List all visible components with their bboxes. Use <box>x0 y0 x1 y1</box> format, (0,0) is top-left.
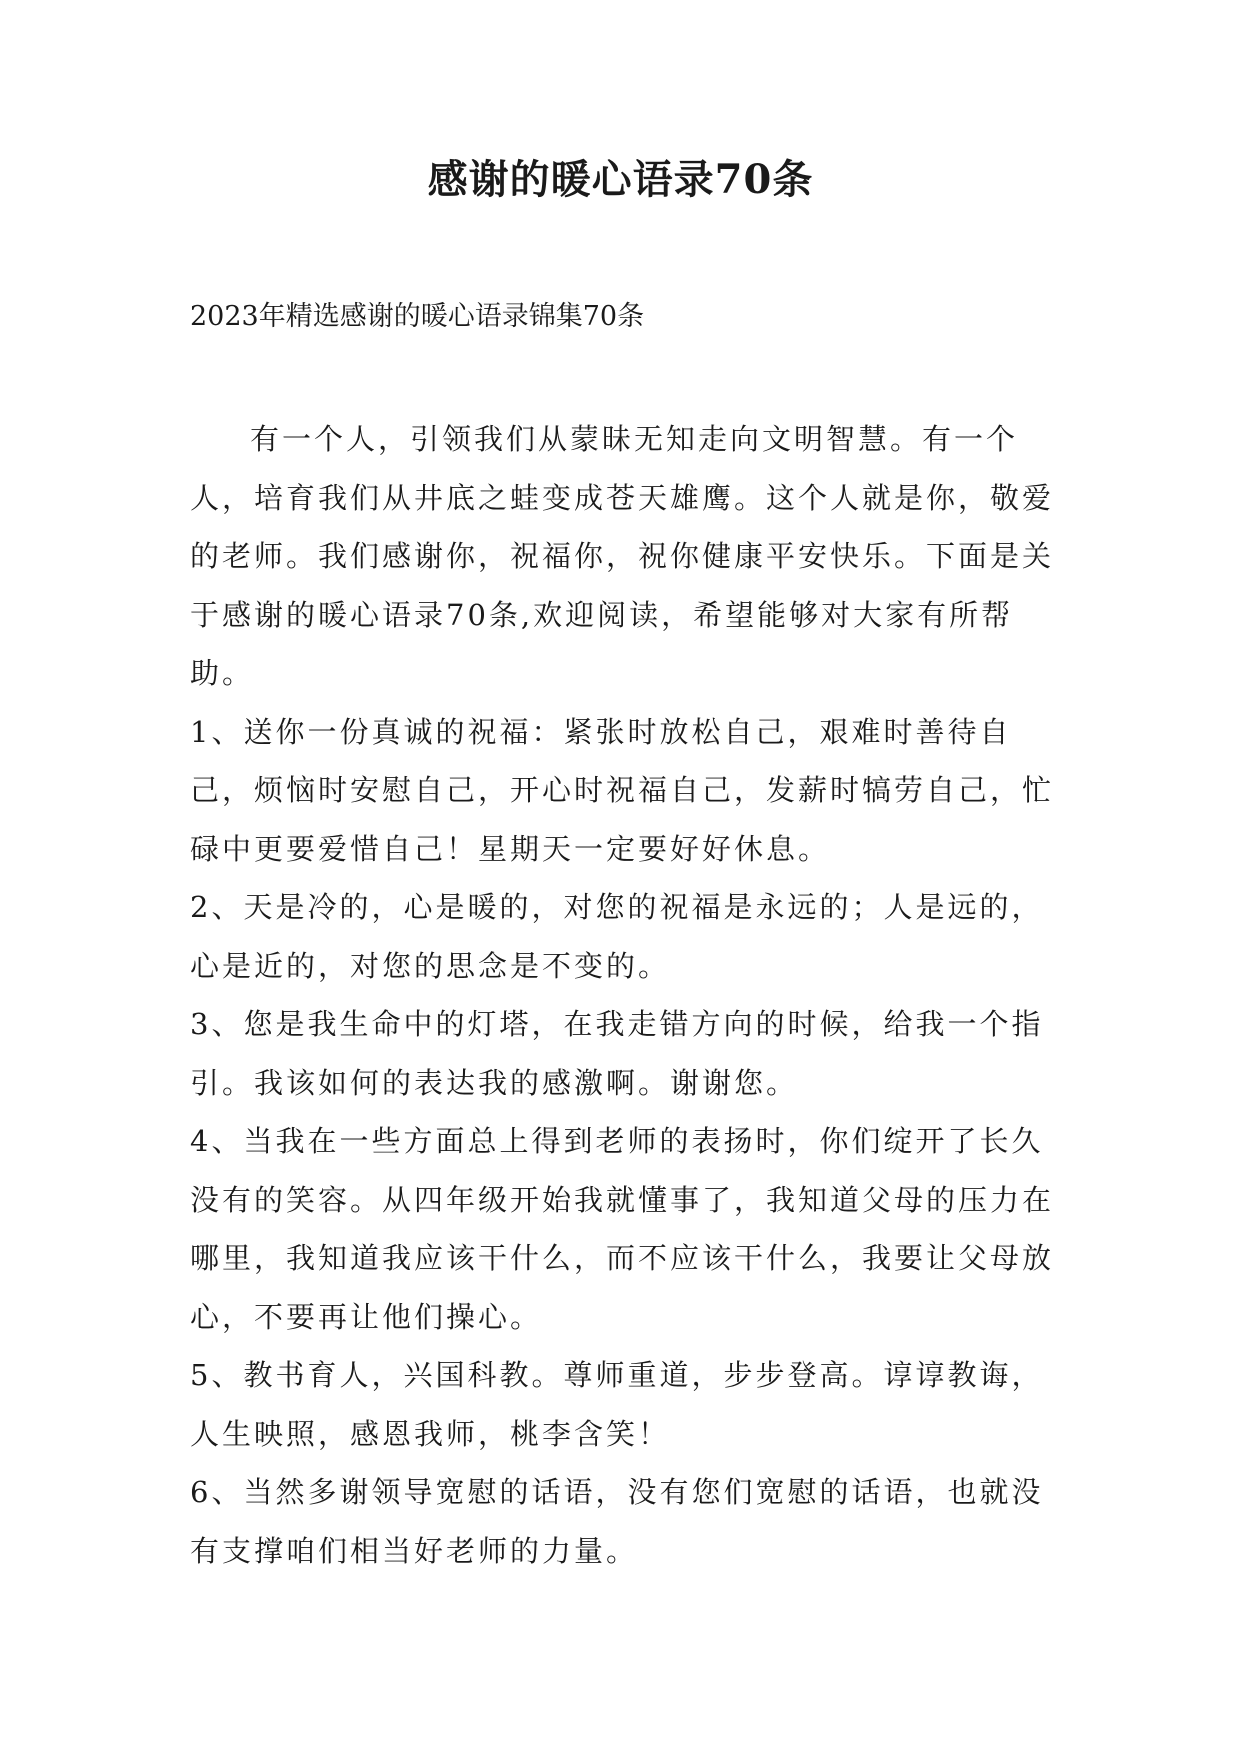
intro-paragraph: 有一个人，引领我们从蒙昧无知走向文明智慧。有一个人，培育我们从井底之蛙变成苍天雄鹰。这个人就是你，敬爱的老师。我们感谢你，祝福你，祝你健康平安快乐。下面是关于感谢的暖心语录70条,欢迎阅读，希望能够对大家有所帮助。 <box>190 422 1055 690</box>
list-item: 1、送你一份真诚的祝福：紧张时放松自己，艰难时善待自己，烦恼时安慰自己，开心时祝福自己，发薪时犒劳自己，忙碌中更要爱惜自己！星期天一定要好好休息。 <box>190 714 1055 866</box>
list-item: 4、当我在一些方面总上得到老师的表扬时，你们绽开了长久没有的笑容。从四年级开始我就懂事了，我知道父母的压力在哪里，我知道我应该干什么，而不应该干什么，我要让父母放心，不要再让他们操心。 <box>190 1124 1055 1334</box>
list-item: 3、您是我生命中的灯塔，在我走错方向的时候，给我一个指引。我该如何的表达我的感激啊。谢谢您。 <box>190 1007 1044 1100</box>
list-item: 6、当然多谢领导宽慰的话语，没有您们宽慰的话语，也就没有支撑咱们相当好老师的力量。 <box>190 1475 1044 1568</box>
list-item: 2、天是冷的，心是暖的，对您的祝福是永远的；人是远的，心是近的，对您的思念是不变的。 <box>190 890 1044 983</box>
document-subtitle: 2023年精选感谢的暖心语录锦集70条 <box>190 301 645 332</box>
document-body <box>190 410 1070 1580</box>
document-title: 感谢的暖心语录70条 <box>427 156 814 203</box>
list-item: 5、教书育人，兴国科教。尊师重道，步步登高。谆谆教诲，人生映照，感恩我师，桃李含笑！ <box>190 1358 1044 1451</box>
